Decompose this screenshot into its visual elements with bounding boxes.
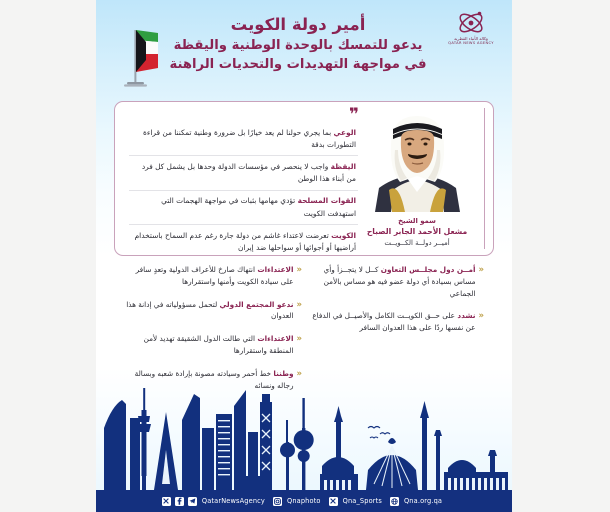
chevron-marker-icon: « [478, 311, 484, 322]
bullet-item [306, 310, 484, 334]
social-handle[interactable]: QatarNewsAgency [201, 497, 265, 505]
page-title [160, 14, 436, 75]
infographic-poster [96, 0, 512, 512]
quote-mark-icon: ❞ [349, 105, 358, 125]
headline-line-1: أمير دولة الكويت [230, 15, 366, 34]
bullet-lead: الاعتداءات [257, 265, 294, 274]
social-handle[interactable]: Qna_Sports [342, 497, 382, 505]
quote-rest: بما يجري حولنا لم يعد خيارًا بل ضرورة وطنية تمكننا من قراءة التطورات بدقة [142, 127, 356, 149]
bullet-section [114, 264, 494, 388]
portrait-caption-role: أميــر دولــة الكــويــت [384, 238, 450, 247]
bullet-item [306, 264, 484, 299]
bullet-lead: الاعتداءات [257, 334, 294, 344]
kuwait-city-skyline [96, 380, 512, 490]
bullet-item [124, 299, 302, 323]
chevron-marker-icon: « [296, 334, 302, 345]
chevron-marker-icon: « [296, 299, 302, 310]
telegram-icon[interactable] [188, 497, 197, 506]
chevron-marker-icon: « [296, 368, 302, 379]
quote-list [123, 105, 358, 253]
qna-atom-icon [456, 10, 486, 36]
quote-card [114, 101, 494, 256]
quote-lead: اليقظة [330, 161, 356, 171]
bullet-text [124, 264, 294, 288]
quote-item [129, 191, 358, 225]
quote-item [129, 156, 358, 190]
portrait-caption-title: سمو الشيخ [398, 217, 436, 225]
bullet-text [124, 333, 294, 357]
quote-lead: الكويت [331, 230, 356, 240]
chevron-marker-icon: « [478, 265, 484, 275]
portrait-sheikh-meshal [365, 108, 470, 212]
social-handle[interactable]: Qna.org.qa [403, 497, 443, 505]
quote-rest: تؤدي مهامها بثبات في مواجهة الهجمات التي استهدفت الكويت [161, 196, 356, 218]
kuwait-flag [110, 16, 162, 90]
bullet-text [124, 299, 294, 323]
bullet-rest: كــل لا يتجــزأ وأي مساس بسيادة أي دولة عضو فيه هو مساس بالأمن الجماعي [323, 265, 476, 298]
bullet-rest: التي طالت الدول الشقيقة تهديد لأمن المنطقة واستقرارها [143, 334, 294, 356]
bullet-rest: خط أحمر وسيادته مصونة بإرادة شعبه وبسالة رجاله ونسائه [134, 368, 294, 390]
bullet-text [306, 264, 476, 299]
quote-rest: واجب لا ينحصر في مؤسسات الدولة وحدها بل يشمل كل فرد من أبناء هذا الوطن [141, 161, 356, 184]
bullet-column-left [304, 264, 494, 388]
bullet-lead: ندعو المجتمع الدولي [219, 299, 294, 309]
quote-lead: الوعي [333, 127, 356, 137]
qna-logo-english: QATAR NEWS AGENCY [448, 41, 494, 46]
bullet-item [124, 264, 302, 288]
bullet-rest: على حــق الكويــت الكامل والأصيــل في الدفاع عن نفسها ردًا على هذا العدوان السافر [312, 311, 476, 333]
portrait-caption-name: مشعل الأحمد الجابر الصباح [366, 227, 468, 237]
bullet-lead: وطننا [273, 368, 294, 378]
x-icon[interactable] [162, 497, 171, 506]
quote-lead: القوات المسلحة [297, 196, 356, 206]
bullet-rest: انتهاك صارخ للأعراف الدولية وتعدٍ سافر على سيادة الكويت وأمنها واستقرارها [135, 265, 294, 286]
bullet-item [124, 333, 302, 357]
headline-line-2: يدعو للتمسك بالوحدة الوطنية واليقظة [173, 38, 423, 54]
bullet-lead: أمــن دول مجلــس التعاون [380, 265, 476, 274]
social-footer [96, 490, 512, 512]
qna-logo-arabic: وكالة الأنباء القطرية [454, 36, 488, 41]
bullet-rest: لتحمل مسؤولياته في إدانة هذا العدوان [126, 299, 294, 321]
bullet-lead: نشدد [457, 311, 476, 321]
headline-line-3: في مواجهة التهديدات والتحديات الراهنة [169, 57, 427, 73]
chevron-marker-icon: « [296, 265, 302, 275]
quote-item [129, 225, 358, 258]
bullet-column-right [114, 264, 304, 388]
quote-item [129, 122, 358, 156]
x-icon[interactable] [329, 497, 338, 506]
instagram-icon[interactable] [273, 497, 282, 506]
qna-logo [442, 10, 500, 46]
quote-rest: تعرضت لاعتداء غاشم من دولة جارة رغم عدم السماح باستخدام أراضيها أو أجوائها أو سواحلها ضد إيران [134, 230, 356, 253]
portrait-block [358, 108, 485, 249]
social-handle[interactable]: Qnaphoto [286, 497, 321, 505]
facebook-icon[interactable] [175, 497, 184, 506]
globe-icon[interactable] [390, 497, 399, 506]
bullet-text [306, 310, 476, 334]
